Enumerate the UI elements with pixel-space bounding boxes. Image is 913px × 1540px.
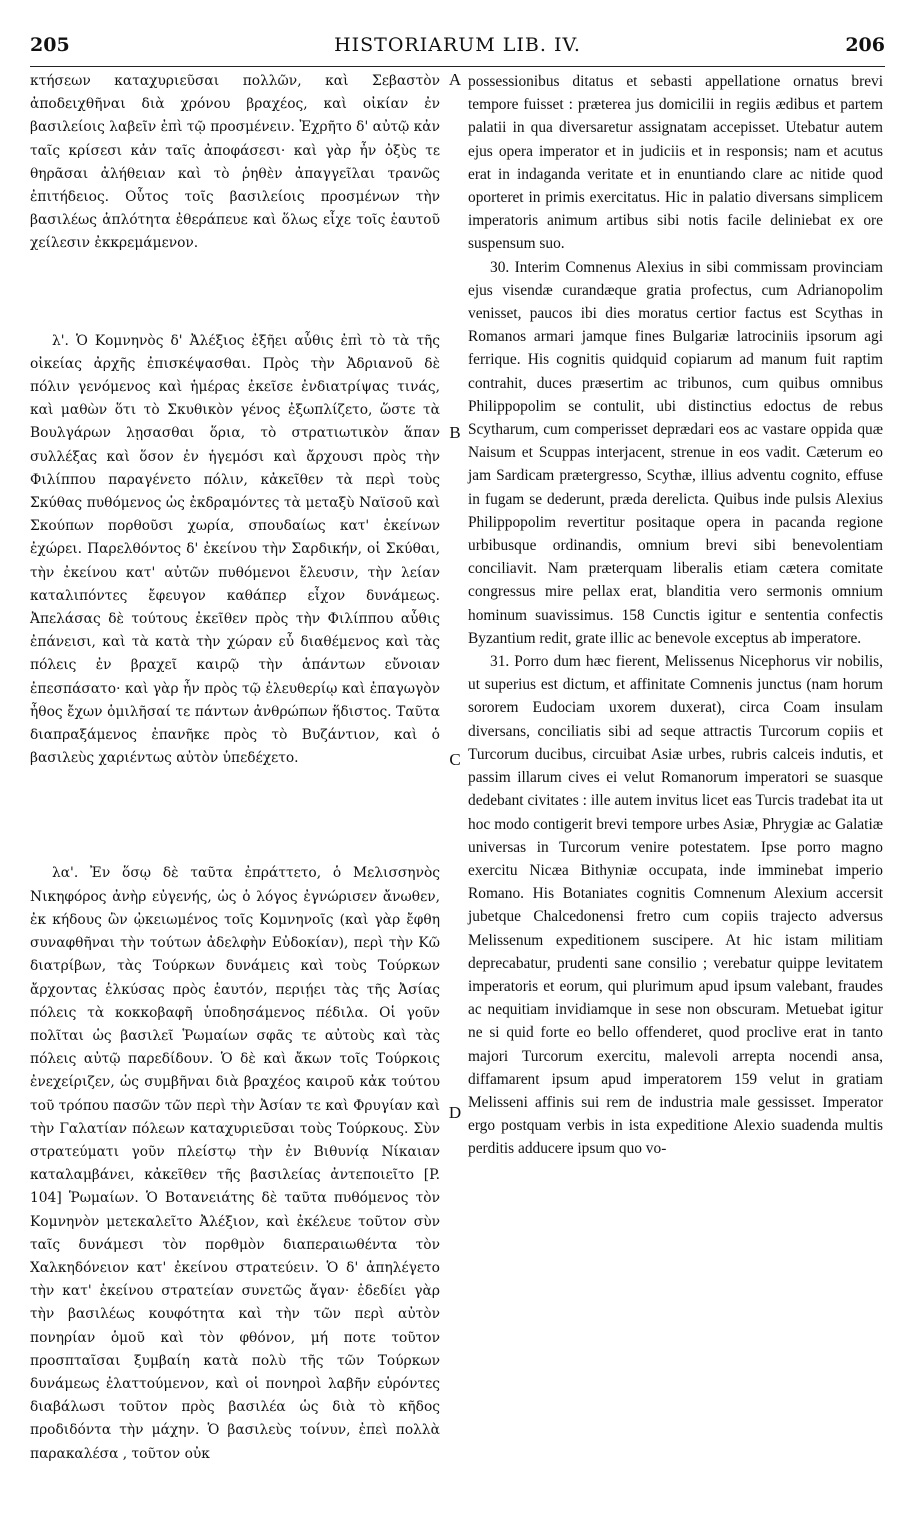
latin-paragraph-3: 31. Porro dum hæc fierent, Melissenus Nicephorus vir nobilis, ut superius est dictum, et affinitate Comnenis junctus (nam horum sororem Eudociam uxorem duxerat), circa Coam insulam diversans, conciliatis sibi ad seque attractis Turcorum copiis et Turcorum ducibus, circuibat Asiæ urbes, rubris calceis indutis, et passim illarum cives ei velut Romanorum imperatori se suasque dedebant civitates : ille autem invitus licet eas Turcis tradebat ita ut hoc modo contigerit brevi tempore urbes Asiæ, Phrygiæ ac Galatiæ universas in Turcorum venire potestatem. Ipse porro magno exercitu Nicæa Bithyniæ occupata, inde imminebat imperio Romano. His Botaniates cognitis Comnenum Alexium accersit jubetque Chalcedonensi fretro cum copiis trajecto adversus Melissenum expeditionem suscipere. At hic istam militiam deprecabatur, prudenti sane consilio ; verebatur quippe levitatem imperatoris et eorum, qui plurimum apud ipsum valebant, fraudes ac nequitiam invidiamque in sese non obscuram. Metuebat igitur ne si quid forte eo bello offenderet, quod proclive erat in tanto majori Turcorum exercitu, malevoli arrepta nocendi ansa, diffamarent ipsum apud imperatorem 159 velut in gratiam Melisseni affinis sui rem de industria male gessisset. Imperator ergo postquam verbis in ista expeditione Alexio suadenda multis perditis adducere ipsum quo vo- bbox=[468, 653, 883, 1158]
greek-paragraph-2: λ'. Ὁ Κομνηνὸς δ' Ἀλέξιος ἐξῆει αὖθις ἐπὶ τὸ τὰ τῆς οἰκείας ἀρχῆς ἐπισκέψασθαι. Πρὸς τὴν Ἀδριανοῦ δὲ πόλιν γενόμενος καὶ ἡμέρας ἐκεῖσε ἐνδιατρίψας τινάς, καὶ μαθὼν ὅτι τὸ Σκυθικὸν γένος ἐξωπλίζετο, ὥστε τὰ Βουλγάρων λῃσασθαι ὅρια, τὸ στρατιωτικὸν ἅπαν συλλέξας καὶ ὅσον ἐν ἡγεμόσι καὶ ἄρχουσι πρὸς τὴν Φιλίππου παραγένετο πόλιν, κἀκεῖθεν τὰ περὶ τοὺς Σκύθας πυθόμενος ὡς ἐκδραμόντες τὰ μεταξὺ Ναϊσοῦ καὶ Σκούπων πορθοῦσι χωρία, σπουδαίως κατ' ἐκείνων ἐχώρει. Παρελθόντος δ' ἐκείνου τὴν Σαρδικήν, οἱ Σκύθαι, τὴν ἐκείνου κατ' αὐτῶν πυθόμενοι ἔλευσιν, τὴν λείαν καταλιπόντες ἔφευγον καθάπερ εἶχον δυνάμεως. Ἀπελάσας δὲ τούτους ἐκεῖθεν πρὸς τὴν Φιλίππου αὖθις ἐπάνεισι, καὶ τὰ κατὰ τὴν χώραν εὖ διαθέμενος καὶ τὰς πόλεις ἐν βραχεῖ καιρῷ τὴν ἁπάντων εὔνοιαν ἐπεσπάσατο· καὶ γὰρ ἦν πρὸς τῷ ἐλευθερίῳ καὶ ἐπαγωγὸν ἦθος ἔχων ὁμιλῆσαί τε πάντων ἀνθρώπων ἥδιστος. Ταῦτα διαπραξάμενος ἐπανῆκε πρὸς τὸ Βυζάντιον, καὶ ὁ βασιλεὺς χαριέντως αὐτὸν ὑπεδέχετο. bbox=[30, 332, 440, 767]
latin-column bbox=[468, 70, 883, 1161]
greek-paragraph-1: κτήσεων καταχυριεῦσαι πολλῶν, καὶ Σεβαστὸν ἀποδειχθῆναι διὰ χρόνου βραχέος, καὶ οἰκίαν ἐν βασιλείοις λαβεῖν ἐπὶ τῷ προσμένειν. Ἐχρῆτο δ' αὐτῷ κἀν ταῖς κρίσεσι κἀν ταῖς ἀποφάσεσι· καὶ γὰρ ἦν ὀξὺς τε θηρᾶσαι ἀλήθειαν καὶ τὸ ῥηθὲν ἀπαγγεῖλαι τρανῶς ἐπιτήδειος. Οὗτος τοῖς βασιλείοις προσμένων τὴν βασιλέως ἁπλότητα ἐθεράπευε καὶ ὅλως εἶχε τοῖς ἑαυτοῦ χείλεσιν ἐκκρεμάμενον. bbox=[30, 73, 440, 252]
page-number-left: 205 bbox=[30, 34, 70, 56]
running-header bbox=[30, 32, 885, 67]
greek-paragraph-3: λα'. Ἐν ὅσῳ δὲ ταῦτα ἐπράττετο, ὁ Μελισσηνὸς Νικηφόρος ἀνὴρ εὐγενής, ὡς ὁ λόγος ἐγνώρισεν ἄνωθεν, ἐκ κήδους ὢν ᾠκειωμένος τοῖς Κομνηνοῖς (καὶ γὰρ ἔφθη συναφθῆναι τὴν τούτων ἀδελφὴν Εὐδοκίαν), περὶ τὴν Κῶ διατρίβων, τὰς Τούρκων δυνάμεις καὶ τοὺς Τούρκων ἄρχοντας ἑλκύσας πρὸς ἑαυτόν, περιῄει τὰς τῆς Ἀσίας πόλεις τὰ κοκκοβαφῆ ὑποδησάμενος πέδιλα. Οἱ γοῦν πολῖται ὡς βασιλεῖ Ῥωμαίων σφᾶς τε αὐτοὺς καὶ τὰς πόλεις αὐτῷ παρεδίδουν. Ὁ δὲ καὶ ἄκων τοῖς Τούρκοις ἐνεχείριζεν, ὡς συμβῆναι διὰ βραχέος καιροῦ κἀκ τούτου τοῦ τρόπου πασῶν τῶν περὶ τὴν Ἀσίαν τε καὶ Φρυγίαν καὶ τὴν Γαλατίαν πόλεων καταχυριεῦσαι τοὺς Τούρκους. Σὺν στρατεύματι γοῦν πλείστῳ τὴν ἐν Βιθυνίᾳ Νίκαιαν καταλαμβάνει, κἀκεῖθεν τῆς βασιλείας ἀντεποιεῖτο [P. 104] Ῥωμαίων. Ὁ Βοτανειάτης δὲ ταῦτα πυθόμενος τὸν Κομνηνὸν μετεκαλεῖτο Ἀλέξιον, καὶ ἐκέλευε τοῦτον σὺν ταῖς δυνάμεσι τὸν πορθμὸν διαπεραιωθέντα τὸν Χαλκηδόνειον κατ' ἐκείνου στρατεύειν. Ὁ δ' ἀπηλέγετο τὴν κατ' ἐκείνου στρατείαν συνετῶς ἄγαν· ἐδεδίει γὰρ τὴν βασιλέως κουφότητα καὶ τὴν τῶν περὶ αὐτὸν πονηρίαν ὁμοῦ καὶ τὸν φθόνον, μή ποτε τοῦτον προσπταῖσαι ξυμβαίη κατὰ πολὺ τῆς τῶν Τούρκων δυνάμεως ἐλαττούμενον, καὶ οἱ πονηροὶ λαβῆν εὑρόντες διαβάλωσι τοῦτον πρὸς βασιλέα ὡς διὰ τὸ κῆδος προδιδόντα τὴν μάχην. Ὁ βασιλεὺς τοίνυν, ἐπεὶ πολλὰ παρακαλέσα , τοῦτον οὐκ bbox=[30, 865, 440, 1462]
margin-letter-b: B bbox=[449, 423, 461, 442]
page-number-right: 206 bbox=[845, 34, 885, 56]
paragraph-gap bbox=[30, 770, 440, 862]
margin-letter-a: A bbox=[448, 70, 462, 89]
greek-column bbox=[30, 70, 440, 1466]
paragraph-gap bbox=[30, 256, 440, 330]
running-title: HISTORIARUM LIB. IV. bbox=[334, 34, 581, 56]
margin-letter-c: C bbox=[449, 750, 461, 769]
latin-paragraph-2: 30. Interim Comnenus Alexius in sibi commissam provinciam ejus visendæ curandæque gratia profectus, cum Adrianopolim venisset, paucos ibi dies moratus certior factus est Scythas in Romanos armari jamque fines Bulgariæ latrociniis ipsorum agi ferrique. His cognitis quidquid copiarum ad manum fuit raptim contrahit, duces præsertim ac tribunos, cum quibus omnibus Philippopolim se contulit, ubi distinctius edoctus de rebus Scytharum, cum comperisset deprædari eos ac vastare oppida quæ Naisum et Scuppas interjacent, strenue in eos vadit. Cæterum eo jam Sardicam prætergresso, Scythæ, illius adventu cognito, effuse in fugam se dederunt, præda derelicta. Quibus inde pulsis Alexius Philippopolim revertitur positaque opera in pacanda regione urbibusque ordinandis, omnium brevi sibi benevolentiam conciliavit. Nam præterquam liberalis etiam cætera comitate congressus mire pellax erat, blanditia vero sermonis omnium hominum suavissimus. 158 Cunctis igitur e sententia confectis Byzantium redit, grate illic ac benevole exceptus ab imperatore. bbox=[468, 258, 883, 647]
latin-paragraph-1: possessionibus ditatus et sebasti appellatione ornatus brevi tempore fuisset : præterea jus domicilii in regiis ædibus et partem palatii in qua diversaretur assignatam accepisset. Utebatur autem ejus opera imperator et in judiciis et in responsis; nam et acutus erat in indaganda veritate et in enuntiando clare ac nitide quod oporteret in primis exercitatus. Hic in palatio diversans simplicem imperatoris animum artibus sibi notis facile deliniebat ex ore suspensum suo. bbox=[468, 73, 883, 253]
margin-letter-d: D bbox=[448, 1103, 462, 1122]
